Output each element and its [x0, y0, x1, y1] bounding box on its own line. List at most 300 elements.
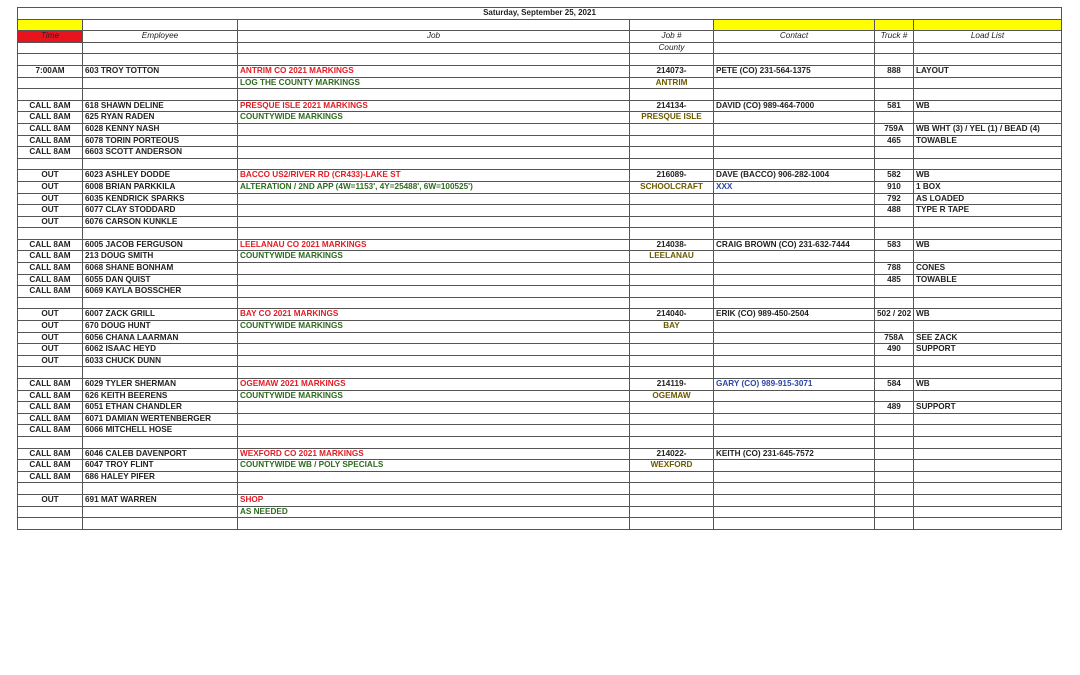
truck-cell: 584 — [875, 379, 914, 391]
load-list-cell — [914, 413, 1062, 425]
truck-cell: 502 / 202 — [875, 309, 914, 321]
truck-cell — [875, 286, 914, 298]
job-cell — [238, 263, 630, 275]
contact-cell — [714, 135, 875, 147]
time-cell — [18, 158, 83, 170]
job-cell — [238, 228, 630, 240]
time-cell: CALL 8AM — [18, 147, 83, 159]
time-cell: CALL 8AM — [18, 135, 83, 147]
contact-cell — [714, 332, 875, 344]
table-row — [18, 494, 1062, 506]
employee-cell: 6029 TYLER SHERMAN — [83, 379, 238, 391]
time-cell: OUT — [18, 193, 83, 205]
contact-cell — [714, 321, 875, 333]
job-cell — [238, 355, 630, 367]
time-cell: OUT — [18, 170, 83, 182]
truck-cell — [875, 436, 914, 448]
load-list-cell — [914, 77, 1062, 89]
county-header: County — [630, 42, 714, 54]
table-row — [18, 181, 1062, 193]
time-cell: OUT — [18, 321, 83, 333]
load-list-cell — [914, 228, 1062, 240]
truck-cell: 485 — [875, 274, 914, 286]
load-list-cell: CONES — [914, 263, 1062, 275]
truck-cell — [875, 448, 914, 460]
job-cell: PRESQUE ISLE 2021 MARKINGS — [238, 100, 630, 112]
employee-cell: 6066 MITCHELL HOSE — [83, 425, 238, 437]
job-number-cell: 216089- — [630, 170, 714, 182]
employee-cell: 6078 TORIN PORTEOUS — [83, 135, 238, 147]
employee-cell — [83, 297, 238, 309]
job-cell: SHOP — [238, 494, 630, 506]
contact-cell: ERIK (CO) 989-450-2504 — [714, 309, 875, 321]
load-list-cell: WB — [914, 100, 1062, 112]
employee-cell: 6046 CALEB DAVENPORT — [83, 448, 238, 460]
header-color-row — [18, 19, 1062, 31]
job-number-cell — [630, 344, 714, 356]
employee-cell — [83, 228, 238, 240]
table-row — [18, 89, 1062, 101]
contact-cell — [714, 425, 875, 437]
job-cell — [238, 436, 630, 448]
table-row — [18, 193, 1062, 205]
job-number-cell — [630, 506, 714, 518]
job-cell — [238, 135, 630, 147]
time-cell — [18, 89, 83, 101]
contact-cell — [714, 77, 875, 89]
job-cell — [238, 483, 630, 495]
contact-cell — [714, 344, 875, 356]
truck-cell — [875, 355, 914, 367]
job-cell — [238, 123, 630, 135]
job-number-cell: 214073- — [630, 65, 714, 77]
truck-cell — [875, 390, 914, 402]
job-cell — [238, 193, 630, 205]
contact-cell — [714, 216, 875, 228]
job-number-cell — [630, 483, 714, 495]
yellow-cell — [714, 19, 875, 31]
load-list-cell — [914, 147, 1062, 159]
job-number-cell — [630, 274, 714, 286]
contact-cell — [714, 205, 875, 217]
table-row — [18, 460, 1062, 472]
employee-cell: 6035 KENDRICK SPARKS — [83, 193, 238, 205]
load-list-cell: SUPPORT — [914, 344, 1062, 356]
employee-cell: 6023 ASHLEY DODDE — [83, 170, 238, 182]
job-cell — [238, 332, 630, 344]
truck-cell — [875, 158, 914, 170]
contact-cell — [714, 147, 875, 159]
job-number-cell: PRESQUE ISLE — [630, 112, 714, 124]
employee-cell — [83, 89, 238, 101]
truck-cell — [875, 297, 914, 309]
job-number-cell — [630, 286, 714, 298]
job-number-cell — [630, 413, 714, 425]
contact-cell: PETE (CO) 231-564-1375 — [714, 65, 875, 77]
contact-cell — [714, 494, 875, 506]
table-row — [18, 77, 1062, 89]
truck-cell: 888 — [875, 65, 914, 77]
time-cell — [18, 506, 83, 518]
employee-cell: 6603 SCOTT ANDERSON — [83, 147, 238, 159]
truck-cell — [875, 228, 914, 240]
time-cell — [18, 518, 83, 530]
time-cell: CALL 8AM — [18, 379, 83, 391]
employee-cell: 670 DOUG HUNT — [83, 321, 238, 333]
time-cell: CALL 8AM — [18, 239, 83, 251]
employee-cell: 6076 CARSON KUNKLE — [83, 216, 238, 228]
load-list-cell: WB WHT (3) / YEL (1) / BEAD (4) — [914, 123, 1062, 135]
employee-cell — [83, 158, 238, 170]
contact-cell — [714, 402, 875, 414]
truck-cell — [875, 321, 914, 333]
load-list-cell: TYPE R TAPE — [914, 205, 1062, 217]
job-number-cell: 214038- — [630, 239, 714, 251]
yellow-cell — [18, 19, 83, 31]
table-row — [18, 286, 1062, 298]
load-list-cell: SUPPORT — [914, 402, 1062, 414]
time-cell: CALL 8AM — [18, 286, 83, 298]
truck-cell: 758A — [875, 332, 914, 344]
table-row — [18, 239, 1062, 251]
load-list-cell — [914, 355, 1062, 367]
job-cell: COUNTYWIDE MARKINGS — [238, 112, 630, 124]
yellow-cell — [875, 19, 914, 31]
job-number-cell — [630, 228, 714, 240]
employee-cell: 6047 TROY FLINT — [83, 460, 238, 472]
truck-cell — [875, 506, 914, 518]
employee-cell — [83, 506, 238, 518]
contact-cell: DAVID (CO) 989-464-7000 — [714, 100, 875, 112]
job-number-cell — [630, 135, 714, 147]
table-row — [18, 436, 1062, 448]
contact-cell — [714, 297, 875, 309]
employee-cell: 6008 BRIAN PARKKILA — [83, 181, 238, 193]
time-cell: OUT — [18, 309, 83, 321]
employee-cell: 6007 ZACK GRILL — [83, 309, 238, 321]
contact-cell — [714, 251, 875, 263]
job-number-cell — [630, 332, 714, 344]
job-number-cell — [630, 367, 714, 379]
time-cell: CALL 8AM — [18, 123, 83, 135]
truck-cell: 788 — [875, 263, 914, 275]
table-row — [18, 297, 1062, 309]
job-cell — [238, 274, 630, 286]
contact-cell — [714, 460, 875, 472]
contact-cell: CRAIG BROWN (CO) 231-632-7444 — [714, 239, 875, 251]
job-number-cell: ANTRIM — [630, 77, 714, 89]
load-list-cell — [914, 251, 1062, 263]
table-row — [18, 518, 1062, 530]
truck-cell — [875, 77, 914, 89]
load-list-cell — [914, 367, 1062, 379]
contact-cell: KEITH (CO) 231-645-7572 — [714, 448, 875, 460]
truck-header: Truck # — [875, 31, 914, 43]
truck-cell — [875, 89, 914, 101]
job-number-cell: 214040- — [630, 309, 714, 321]
employee-cell: 6055 DAN QUIST — [83, 274, 238, 286]
header-row — [18, 31, 1062, 43]
truck-cell — [875, 251, 914, 263]
time-cell: CALL 8AM — [18, 402, 83, 414]
contact-cell — [714, 193, 875, 205]
load-list-cell — [914, 425, 1062, 437]
table-row — [18, 402, 1062, 414]
load-list-cell: TOWABLE — [914, 274, 1062, 286]
time-cell: CALL 8AM — [18, 263, 83, 275]
load-list-cell — [914, 89, 1062, 101]
table-row — [18, 355, 1062, 367]
contact-cell — [714, 158, 875, 170]
job-number-cell: 214134- — [630, 100, 714, 112]
table-row — [18, 274, 1062, 286]
table-row — [18, 263, 1062, 275]
contact-cell — [714, 286, 875, 298]
employee-cell: 6051 ETHAN CHANDLER — [83, 402, 238, 414]
contact-cell — [714, 274, 875, 286]
table-row — [18, 65, 1062, 77]
job-cell — [238, 89, 630, 101]
truck-cell: 910 — [875, 181, 914, 193]
time-cell — [18, 436, 83, 448]
truck-cell — [875, 216, 914, 228]
job-cell — [238, 425, 630, 437]
contact-cell — [714, 263, 875, 275]
job-number-cell — [630, 123, 714, 135]
time-cell: 7:00AM — [18, 65, 83, 77]
job-number-cell: OGEMAW — [630, 390, 714, 402]
job-number-cell — [630, 436, 714, 448]
load-list-cell — [914, 494, 1062, 506]
load-list-cell — [914, 158, 1062, 170]
table-row — [18, 170, 1062, 182]
load-list-cell: WB — [914, 309, 1062, 321]
truck-cell — [875, 147, 914, 159]
time-cell: OUT — [18, 355, 83, 367]
employee-cell — [83, 367, 238, 379]
employee-cell: 6077 CLAY STODDARD — [83, 205, 238, 217]
load-list-cell: WB — [914, 170, 1062, 182]
job-cell: COUNTYWIDE MARKINGS — [238, 390, 630, 402]
job-number-cell — [630, 193, 714, 205]
truck-cell — [875, 112, 914, 124]
time-cell: OUT — [18, 216, 83, 228]
time-cell: OUT — [18, 205, 83, 217]
job-cell: WEXFORD CO 2021 MARKINGS — [238, 448, 630, 460]
job-header: Job — [238, 31, 630, 43]
truck-cell — [875, 471, 914, 483]
load-list-cell — [914, 297, 1062, 309]
table-row — [18, 379, 1062, 391]
time-cell — [18, 297, 83, 309]
table-row — [18, 471, 1062, 483]
table-row — [18, 367, 1062, 379]
job-cell — [238, 402, 630, 414]
load-list-cell — [914, 518, 1062, 530]
time-cell: OUT — [18, 181, 83, 193]
job-cell — [238, 518, 630, 530]
job-number-cell — [630, 425, 714, 437]
job-number-cell: LEELANAU — [630, 251, 714, 263]
job-cell — [238, 471, 630, 483]
table-row — [18, 390, 1062, 402]
job-cell — [238, 158, 630, 170]
load-list-cell — [914, 460, 1062, 472]
job-cell — [238, 147, 630, 159]
time-cell: OUT — [18, 494, 83, 506]
employee-cell: 691 MAT WARREN — [83, 494, 238, 506]
truck-cell: 488 — [875, 205, 914, 217]
load-list-cell: WB — [914, 239, 1062, 251]
table-row — [18, 228, 1062, 240]
contact-cell — [714, 123, 875, 135]
load-list-header: Load List — [914, 31, 1062, 43]
truck-cell: 583 — [875, 239, 914, 251]
table-row — [18, 309, 1062, 321]
load-list-cell — [914, 506, 1062, 518]
employee-cell — [83, 518, 238, 530]
time-cell: CALL 8AM — [18, 100, 83, 112]
time-cell: CALL 8AM — [18, 448, 83, 460]
job-cell — [238, 297, 630, 309]
employee-cell: 213 DOUG SMITH — [83, 251, 238, 263]
job-cell: LOG THE COUNTY MARKINGS — [238, 77, 630, 89]
truck-cell — [875, 367, 914, 379]
truck-cell: 582 — [875, 170, 914, 182]
employee-cell: 686 HALEY PIFER — [83, 471, 238, 483]
employee-cell: 6068 SHANE BONHAM — [83, 263, 238, 275]
time-cell: CALL 8AM — [18, 413, 83, 425]
load-list-cell — [914, 471, 1062, 483]
job-cell: AS NEEDED — [238, 506, 630, 518]
contact-cell — [714, 390, 875, 402]
table-row — [18, 112, 1062, 124]
employee-cell — [83, 77, 238, 89]
employee-cell: 6005 JACOB FERGUSON — [83, 239, 238, 251]
header-row-2 — [18, 42, 1062, 54]
job-number-cell: BAY — [630, 321, 714, 333]
load-list-cell: SEE ZACK — [914, 332, 1062, 344]
time-cell — [18, 77, 83, 89]
truck-cell — [875, 425, 914, 437]
job-cell — [238, 344, 630, 356]
table-row — [18, 100, 1062, 112]
truck-cell: 490 — [875, 344, 914, 356]
time-cell: OUT — [18, 344, 83, 356]
job-number-header: Job # — [630, 31, 714, 43]
time-cell: CALL 8AM — [18, 274, 83, 286]
truck-cell — [875, 413, 914, 425]
load-list-cell: TOWABLE — [914, 135, 1062, 147]
job-number-cell — [630, 205, 714, 217]
load-list-cell — [914, 483, 1062, 495]
job-cell — [238, 205, 630, 217]
load-list-cell — [914, 112, 1062, 124]
job-cell — [238, 286, 630, 298]
employee-cell: 603 TROY TOTTON — [83, 65, 238, 77]
table-row — [18, 413, 1062, 425]
job-number-cell — [630, 518, 714, 530]
time-cell: CALL 8AM — [18, 460, 83, 472]
job-number-cell — [630, 355, 714, 367]
contact-cell — [714, 355, 875, 367]
job-cell: LEELANAU CO 2021 MARKINGS — [238, 239, 630, 251]
job-number-cell — [630, 263, 714, 275]
schedule-table — [17, 7, 1062, 530]
employee-header: Employee — [83, 31, 238, 43]
job-cell: OGEMAW 2021 MARKINGS — [238, 379, 630, 391]
contact-cell — [714, 89, 875, 101]
contact-cell — [714, 483, 875, 495]
time-cell: OUT — [18, 332, 83, 344]
time-cell: CALL 8AM — [18, 251, 83, 263]
contact-cell — [714, 436, 875, 448]
truck-cell: 489 — [875, 402, 914, 414]
job-cell: COUNTYWIDE MARKINGS — [238, 321, 630, 333]
table-row — [18, 448, 1062, 460]
load-list-cell: 1 BOX — [914, 181, 1062, 193]
spacer-row — [18, 54, 1062, 66]
contact-cell: XXX — [714, 181, 875, 193]
contact-cell — [714, 506, 875, 518]
truck-cell: 759A — [875, 123, 914, 135]
contact-cell — [714, 112, 875, 124]
truck-cell: 465 — [875, 135, 914, 147]
contact-cell — [714, 367, 875, 379]
employee-cell: 625 RYAN RADEN — [83, 112, 238, 124]
load-list-cell — [914, 436, 1062, 448]
job-number-cell: 214119- — [630, 379, 714, 391]
contact-cell: GARY (CO) 989-915-3071 — [714, 379, 875, 391]
truck-cell — [875, 460, 914, 472]
job-number-cell: WEXFORD — [630, 460, 714, 472]
truck-cell — [875, 494, 914, 506]
employee-cell: 6071 DAMIAN WERTENBERGER — [83, 413, 238, 425]
table-row — [18, 483, 1062, 495]
employee-cell: 618 SHAWN DELINE — [83, 100, 238, 112]
contact-header: Contact — [714, 31, 875, 43]
table-row — [18, 158, 1062, 170]
time-cell — [18, 228, 83, 240]
contact-cell — [714, 518, 875, 530]
employee-cell: 6056 CHANA LAARMAN — [83, 332, 238, 344]
job-cell: BACCO US2/RIVER RD (CR433)-LAKE ST — [238, 170, 630, 182]
table-row — [18, 344, 1062, 356]
job-number-cell — [630, 216, 714, 228]
truck-cell — [875, 518, 914, 530]
job-cell: COUNTYWIDE MARKINGS — [238, 251, 630, 263]
table-row — [18, 205, 1062, 217]
employee-cell — [83, 483, 238, 495]
job-number-cell — [630, 158, 714, 170]
contact-cell — [714, 413, 875, 425]
time-header: Time — [18, 31, 83, 43]
truck-cell: 581 — [875, 100, 914, 112]
truck-cell — [875, 483, 914, 495]
job-number-cell — [630, 89, 714, 101]
date-row — [18, 8, 1062, 20]
employee-cell: 6033 CHUCK DUNN — [83, 355, 238, 367]
contact-cell — [714, 471, 875, 483]
time-cell: CALL 8AM — [18, 112, 83, 124]
table-row — [18, 123, 1062, 135]
time-cell — [18, 483, 83, 495]
load-list-cell — [914, 216, 1062, 228]
contact-cell — [714, 228, 875, 240]
table-row — [18, 425, 1062, 437]
job-number-cell — [630, 494, 714, 506]
job-cell: BAY CO 2021 MARKINGS — [238, 309, 630, 321]
